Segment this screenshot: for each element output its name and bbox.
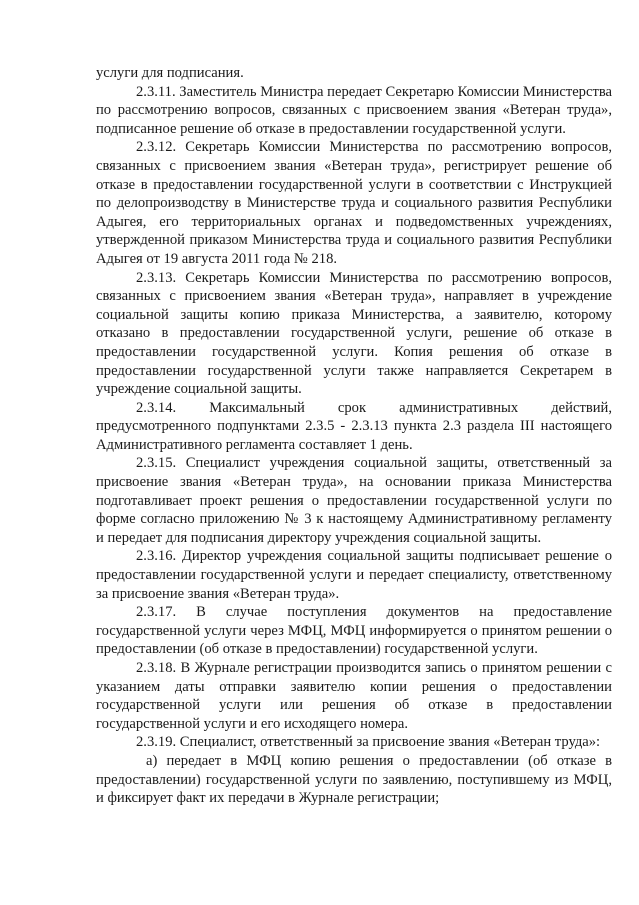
paragraph-2-3-12: 2.3.12. Секретарь Комиссии Министерства по рассмотрению вопросов, связанных с присвоением звания «Ветеран труда», регистрирует решение об отказе в предоставлении государственной услуги в соответствии с Инструкцией по делопроизводству в Министерстве труда и социального развития Республики Адыгея, его территориальных органах и подведомственных учреждениях, утвержденной приказом Министерства труда и социального развития Республики Адыгея от 19 августа 2011 года № 218.: [96, 139, 612, 267]
paragraph-2-3-13: 2.3.13. Секретарь Комиссии Министерства по рассмотрению вопросов, связанных с присвоением звания «Ветеран труда», направляет в учреждение социальной защиты копию приказа Министерства, а заявителю, которому отказано в предоставлении государственной услуги, решение об отказе в предоставлении государственной услуги. Копия решения об отказе в предоставлении государственной услуги также направляется Секретарем в учреждение социальной защиты.: [96, 269, 612, 398]
paragraph-2-3-11: 2.3.11. Заместитель Министра передает Секретарю Комиссии Министерства по рассмотрению вопросов, связанных с присвоением звания «Ветеран труда», подписанное решение об отказе в предоставлении государственной услуги.: [96, 83, 612, 137]
paragraph-2-3-15: 2.3.15. Специалист учреждения социальной защиты, ответственный за присвоение звания «Ветеран труда», на основании приказа Министерства подготавливает проект решения о предоставлении государственной услуги по форме согласно приложению № 3 к настоящему Административному регламенту и передает для подписания директору учреждения социальной защиты.: [96, 455, 612, 546]
paragraph-2-3-19: 2.3.19. Специалист, ответственный за присвоение звания «Ветеран труда»:: [136, 734, 601, 751]
document-page: [96, 64, 612, 808]
paragraph-2-3-19-a: а) передает в МФЦ копию решения о предоставлении (об отказе в предоставлении) государственной услуги по заявлению, поступившему из МФЦ, и фиксирует факт их передачи в Журнале регистрации;: [96, 752, 612, 807]
paragraph-2-3-16: 2.3.16. Директор учреждения социальной защиты подписывает решение о предоставлении государственной услуги и передает специалисту, ответственному за присвоение звания «Ветеран труда».: [96, 548, 612, 602]
paragraph-continuation: услуги для подписания.: [96, 65, 244, 81]
paragraph-2-3-14: 2.3.14. Максимальный срок административных действий, предусмотренного подпунктами 2.3.5 - 2.3.13 пункта 2.3 раздела III настоящего Административного регламента составляет 1 день.: [96, 399, 612, 453]
paragraph-2-3-17: 2.3.17. В случае поступления документов на предоставление государственной услуги через МФЦ, МФЦ информируется о принятом решении о предоставлении (об отказе в предоставлении) государственной услуги.: [96, 604, 612, 658]
paragraph-2-3-18: 2.3.18. В Журнале регистрации производится запись о принятом решении с указанием даты отправки заявителю копии решения о предоставлении государственной услуги или решения об отказе в предоставлении государственной услуги и его исходящего номера.: [96, 660, 612, 732]
